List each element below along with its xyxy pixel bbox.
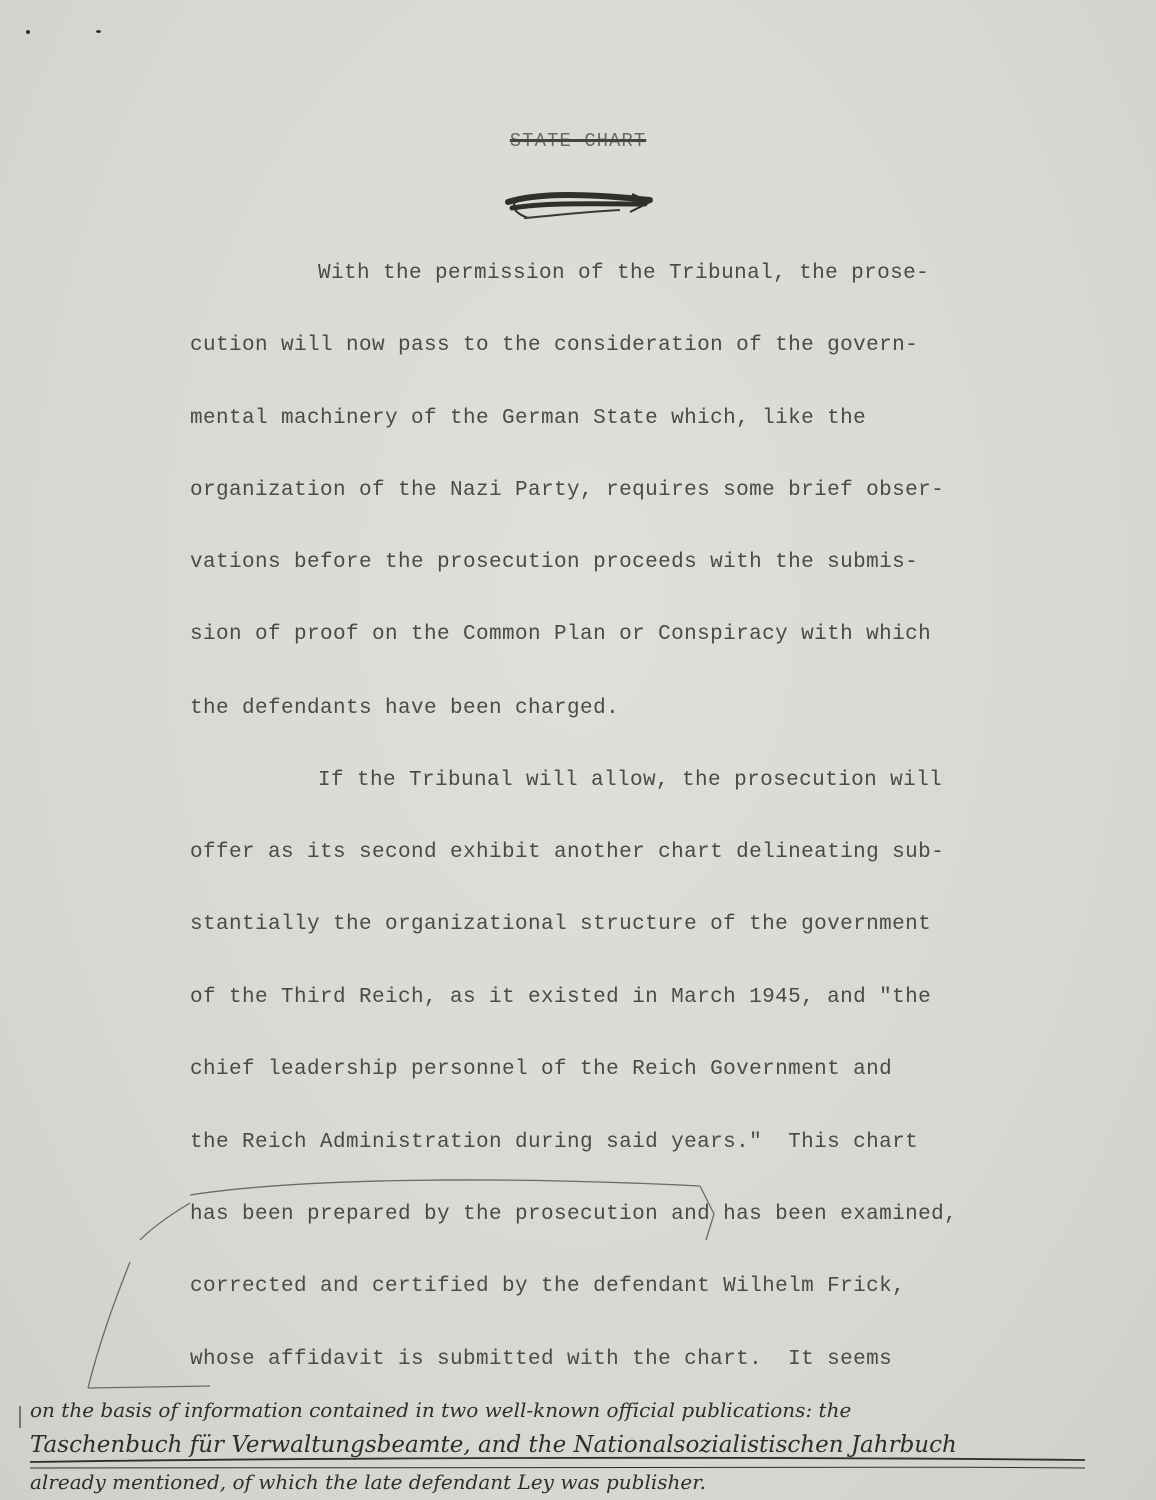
paragraph-line: whose affidavit is submitted with the chart. It seems [190,1348,893,1371]
paragraph-line: has been prepared by the prosecution and has been examined, [190,1203,958,1226]
handwritten-note-line: Taschenbuch für Verwaltungsbeamte, and the Nationalsozialistischen Jahrbuch [30,1432,957,1458]
handwritten-note-line: on the basis of information contained in two well-known official publications: the [30,1398,852,1422]
paragraph-line: If the Tribunal will allow, the prosecution will [318,769,943,792]
paragraph-line: vations before the prosecution proceeds with the submis- [190,551,919,574]
paragraph-line: chief leadership personnel of the Reich Government and [190,1058,893,1081]
crossed-out-heading: STATE CHART [509,130,647,152]
paragraph-line: the Reich Administration during said years." This chart [190,1131,919,1154]
paragraph-line: offer as its second exhibit another chart delineating sub- [190,841,945,864]
paragraph-line: mental machinery of the German State which, like the [190,407,867,430]
paragraph-line: sion of proof on the Common Plan or Conspiracy with which [190,623,932,646]
paragraph-line: cution will now pass to the consideration of the govern- [190,334,919,357]
paragraph-line: stantially the organizational structure of the government [190,913,932,936]
paragraph-line: With the permission of the Tribunal, the prose- [318,262,930,285]
paragraph-line: corrected and certified by the defendant Wilhelm Frick, [190,1275,906,1298]
paragraph-line: of the Third Reich, as it existed in March 1945, and "the [190,986,932,1009]
handwritten-note-line: already mentioned, of which the late defendant Ley was publisher. [30,1470,706,1494]
paragraph-line: organization of the Nazi Party, requires some brief obser- [190,479,945,502]
paragraph-line: the defendants have been charged. [190,697,620,720]
